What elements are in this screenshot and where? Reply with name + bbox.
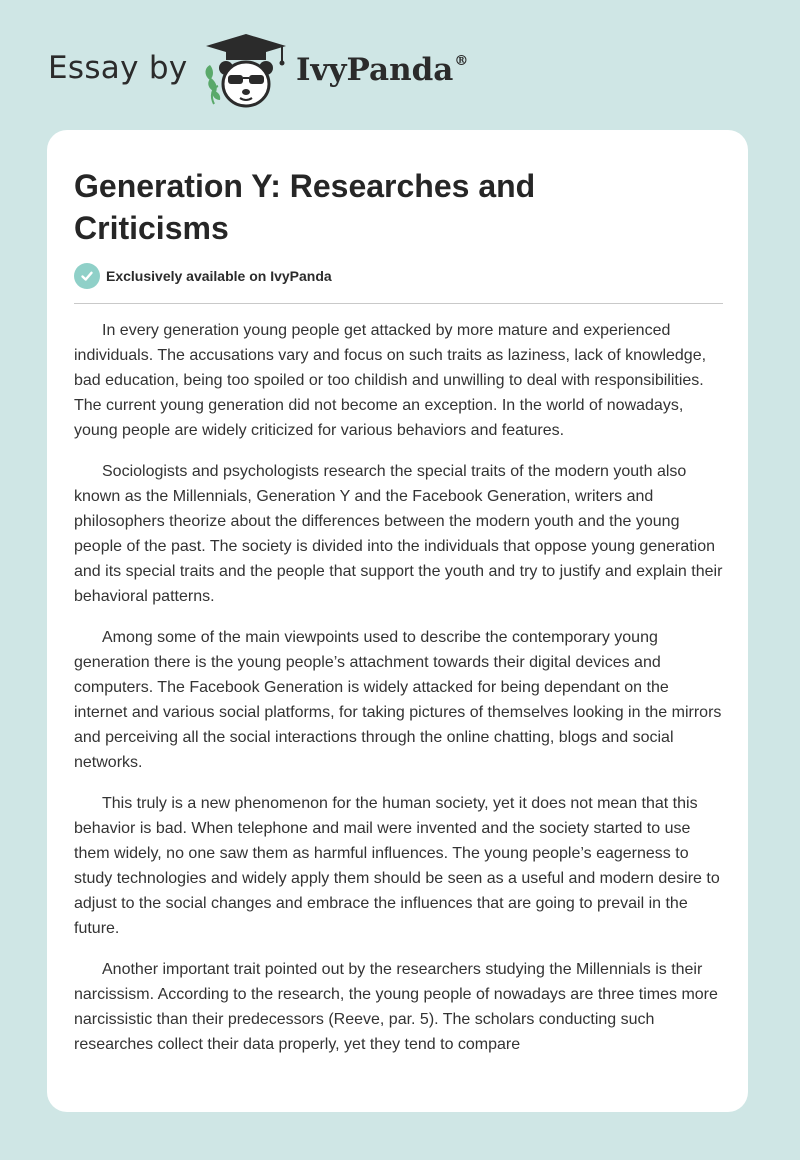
paragraph: Another important trait pointed out by the researchers studying the Millennials is their narcissism. According to the research, the young people of nowadays are three times more narcissistic than their predecessors (Reeve, par. 5). The scholars conducting such researches collect their data properly, yet they tend to compare bbox=[74, 961, 718, 1053]
essay-card bbox=[47, 130, 748, 1112]
leaf-icon bbox=[206, 65, 221, 104]
essay-body bbox=[74, 318, 724, 1073]
paragraph: Among some of the main viewpoints used to describe the contemporary young generation there is the young people’s attachment towards their digital devices and computers. The Facebook Generation is widely attacked for being dependant on the internet and various social platforms, for taking pictures of themselves looking in the mirrors and perceiving all the social interactions through the online chatting, blogs and social networks. bbox=[74, 629, 722, 771]
brand-name: IvyPanda bbox=[296, 52, 454, 88]
paragraph: Sociologists and psychologists research the special traits of the modern youth also known as the Millennials, Generation Y and the Facebook Generation, writers and philosophers theorize about the differences between the modern youth and the young people of the past. The society is divided into the individuals that oppose young generation and its special traits and the people that support the youth and try to justify and explain their behavioral patterns. bbox=[74, 463, 723, 605]
badge-text: Exclusively available on IvyPanda bbox=[106, 268, 332, 284]
page-title: Generation Y: Researches and Criticisms bbox=[74, 168, 536, 246]
paragraph: This truly is a new phenomenon for the human society, yet it does not mean that this behavior is bad. When telephone and mail were invented and the society started to use them widely, no one saw them as harmful influences. The young people’s eagerness to study technologies and widely apply them should be seen as a useful and modern desire to adjust to the social changes and embrace the influences that are going to prevail in the future. bbox=[74, 795, 720, 937]
panda-logo-icon[interactable] bbox=[200, 32, 292, 110]
check-icon bbox=[74, 263, 100, 289]
registered-mark: ® bbox=[454, 52, 469, 69]
essay-by-label: Essay by bbox=[48, 50, 188, 86]
exclusive-badge bbox=[74, 263, 332, 289]
site-header bbox=[0, 0, 800, 130]
divider bbox=[74, 303, 723, 304]
panda-face-icon bbox=[219, 61, 273, 106]
brand-logo-text[interactable] bbox=[296, 52, 468, 88]
paragraph: In every generation young people get attacked by more mature and experienced individuals. The accusations vary and focus on such traits as laziness, lack of knowledge, bad education, being too spoiled or too childish and unwilling to deal with responsibilities. The current young generation did not become an exception. In the world of nowadays, young people are widely criticized for various behaviors and features. bbox=[74, 322, 707, 439]
